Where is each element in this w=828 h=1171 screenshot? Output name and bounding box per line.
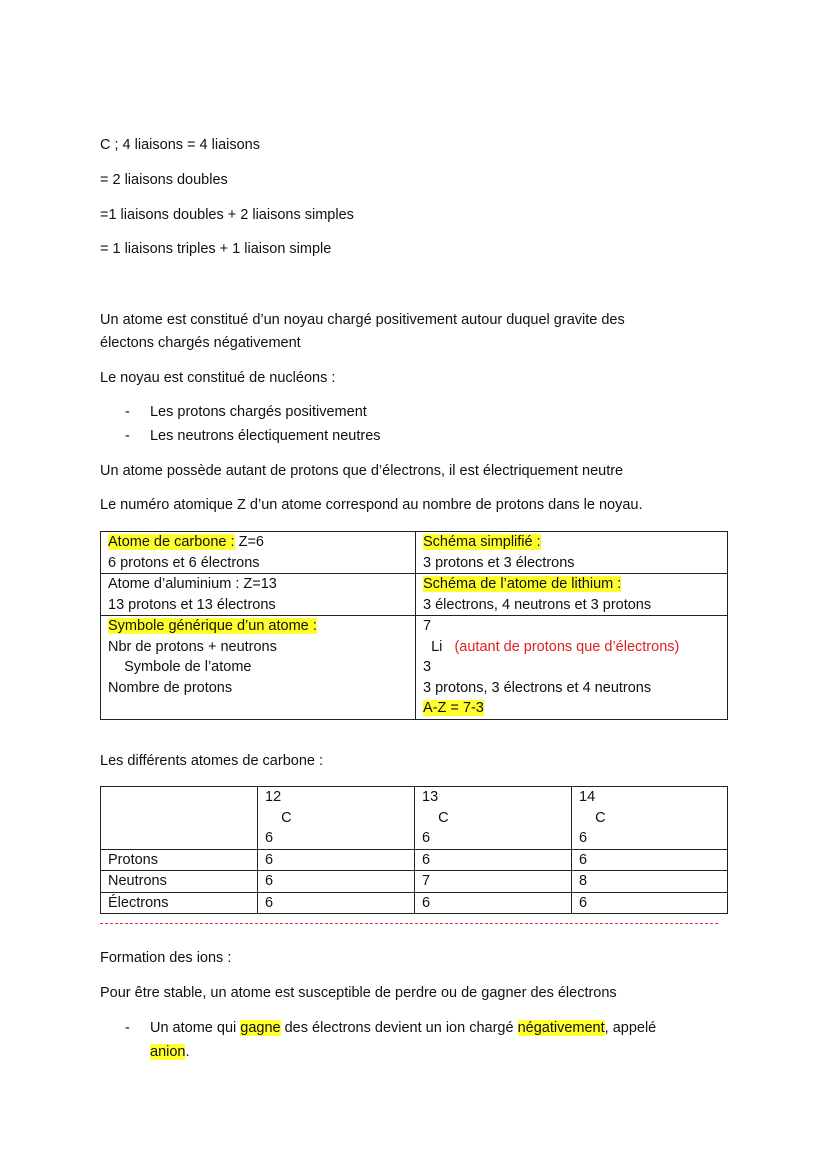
table-cell: 6 <box>258 849 415 871</box>
list-item: - Un atome qui gagne des électrons devient un ion chargé négativement, appelé <box>125 1020 657 1036</box>
list-item: - Les neutrons électiquement neutres <box>125 428 381 444</box>
text-line: = 1 liaisons triples + 1 liaison simple <box>100 241 332 257</box>
table-cell: 6 <box>415 849 572 871</box>
dashed-separator <box>100 923 718 924</box>
atom-table <box>100 531 728 720</box>
text-line: Les différents atomes de carbone : <box>100 753 324 769</box>
table-cell: 7 <box>415 871 572 893</box>
row-label: Protons <box>101 849 258 871</box>
text-line: Un atome est constitué d’un noyau chargé positivement autour duquel gravite des <box>100 312 625 328</box>
table-cell: 6 <box>258 892 415 914</box>
table-cell: Atome de carbone : Z=6 6 protons et 6 électrons <box>101 532 416 574</box>
list-item: - Les protons chargés positivement <box>125 404 367 420</box>
text-line: Formation des ions : <box>100 950 232 966</box>
table-cell: 6 <box>258 871 415 893</box>
table-row <box>101 892 728 914</box>
list-item-continuation: anion. <box>150 1044 190 1060</box>
text-line: Pour être stable, un atome est susceptible de perdre ou de gagner des électrons <box>100 985 617 1001</box>
isotope-cell: 12 C 6 <box>258 787 415 850</box>
text-line: = 2 liaisons doubles <box>100 172 228 188</box>
text-line: Le noyau est constitué de nucléons : <box>100 370 336 386</box>
isotope-cell: 13 C 6 <box>415 787 572 850</box>
text-line: =1 liaisons doubles + 2 liaisons simples <box>100 207 354 223</box>
table-cell: Schéma simplifié : 3 protons et 3 électrons <box>416 532 728 574</box>
isotope-cell: 14 C 6 <box>572 787 728 850</box>
text-line: C ; 4 liaisons = 4 liaisons <box>100 137 260 153</box>
text-line: Un atome possède autant de protons que d’électrons, il est électriquement neutre <box>100 463 624 479</box>
carbon-isotopes-table <box>100 786 728 914</box>
row-label: Électrons <box>101 892 258 914</box>
text-line: Le numéro atomique Z d’un atome correspond au nombre de protons dans le noyau. <box>100 497 643 513</box>
table-cell: Symbole générique d’un atome : Nbr de protons + neutrons Symbole de l’atome Nombre de protons <box>101 616 416 720</box>
table-cell <box>101 787 258 850</box>
list-item-text: Les protons chargés positivement <box>149 404 367 420</box>
row-label: Neutrons <box>101 871 258 893</box>
table-row <box>101 871 728 893</box>
table-cell: Schéma de l’atome de lithium : 3 électrons, 4 neutrons et 3 protons <box>416 574 728 616</box>
table-cell: 8 <box>572 871 728 893</box>
table-cell: 6 <box>572 892 728 914</box>
table-cell: 7 Li (autant de protons que d’électrons) 3 3 protons, 3 électrons et 4 neutrons A-Z = 7-3 <box>416 616 728 720</box>
list-item-text: Les neutrons électiquement neutres <box>149 428 381 444</box>
text-line: électons chargés négativement <box>100 335 301 351</box>
table-cell: 6 <box>415 892 572 914</box>
table-row <box>101 849 728 871</box>
table-cell: Atome d’aluminium : Z=13 13 protons et 13 électrons <box>101 574 416 616</box>
table-cell: 6 <box>572 849 728 871</box>
